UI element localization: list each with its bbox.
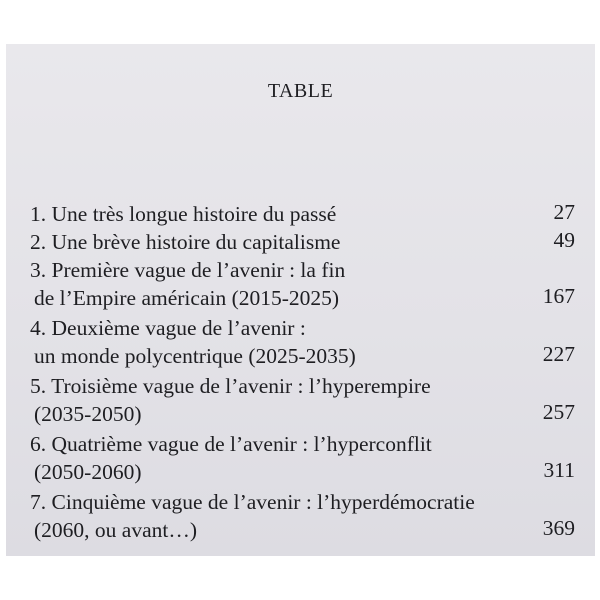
toc-entry-text-continued: de l’Empire américain (2015-2025) (34, 286, 340, 310)
toc-entry-text: 7. Cinquième vague de l’avenir : l’hyperdémocratie (30, 490, 475, 514)
toc-entry-3 (30, 256, 575, 312)
book-page (6, 44, 595, 556)
toc-entry-text: 4. Deuxième vague de l’avenir : (30, 316, 306, 340)
toc-entry-2 (30, 228, 575, 256)
toc-entry-text: 3. Première vague de l’avenir : la fin (30, 258, 346, 282)
toc-entry-6 (30, 430, 575, 486)
page-title: TABLE (267, 80, 334, 102)
toc-entry-text: 5. Troisième vague de l’avenir : l’hyperempire (30, 374, 431, 398)
toc-page-number: 27 (553, 200, 575, 224)
toc-page-number: 257 (542, 400, 575, 424)
toc-entry-1 (30, 200, 575, 228)
toc-entry-text-continued: (2060, ou avant…) (34, 518, 198, 542)
toc-page-number: 49 (553, 228, 575, 252)
toc-entry-text-continued: (2050-2060) (34, 460, 142, 484)
toc-entry-text: 1. Une très longue histoire du passé (30, 202, 337, 226)
toc-page-number: 167 (542, 284, 575, 308)
toc-entry-text: 2. Une brève histoire du capitalisme (30, 230, 341, 254)
toc-page-number: 311 (543, 458, 575, 482)
toc-entry-4 (30, 314, 575, 370)
toc-page-number: 369 (542, 516, 575, 540)
toc-page-number: 227 (542, 342, 575, 366)
table-of-contents (30, 200, 575, 544)
toc-entry-text-continued: (2035-2050) (34, 402, 142, 426)
toc-entry-5 (30, 372, 575, 428)
toc-entry-text-continued: un monde polycentrique (2025-2035) (34, 344, 356, 368)
toc-entry-7 (30, 488, 575, 544)
toc-entry-text: 6. Quatrième vague de l’avenir : l’hyperconflit (30, 432, 432, 456)
